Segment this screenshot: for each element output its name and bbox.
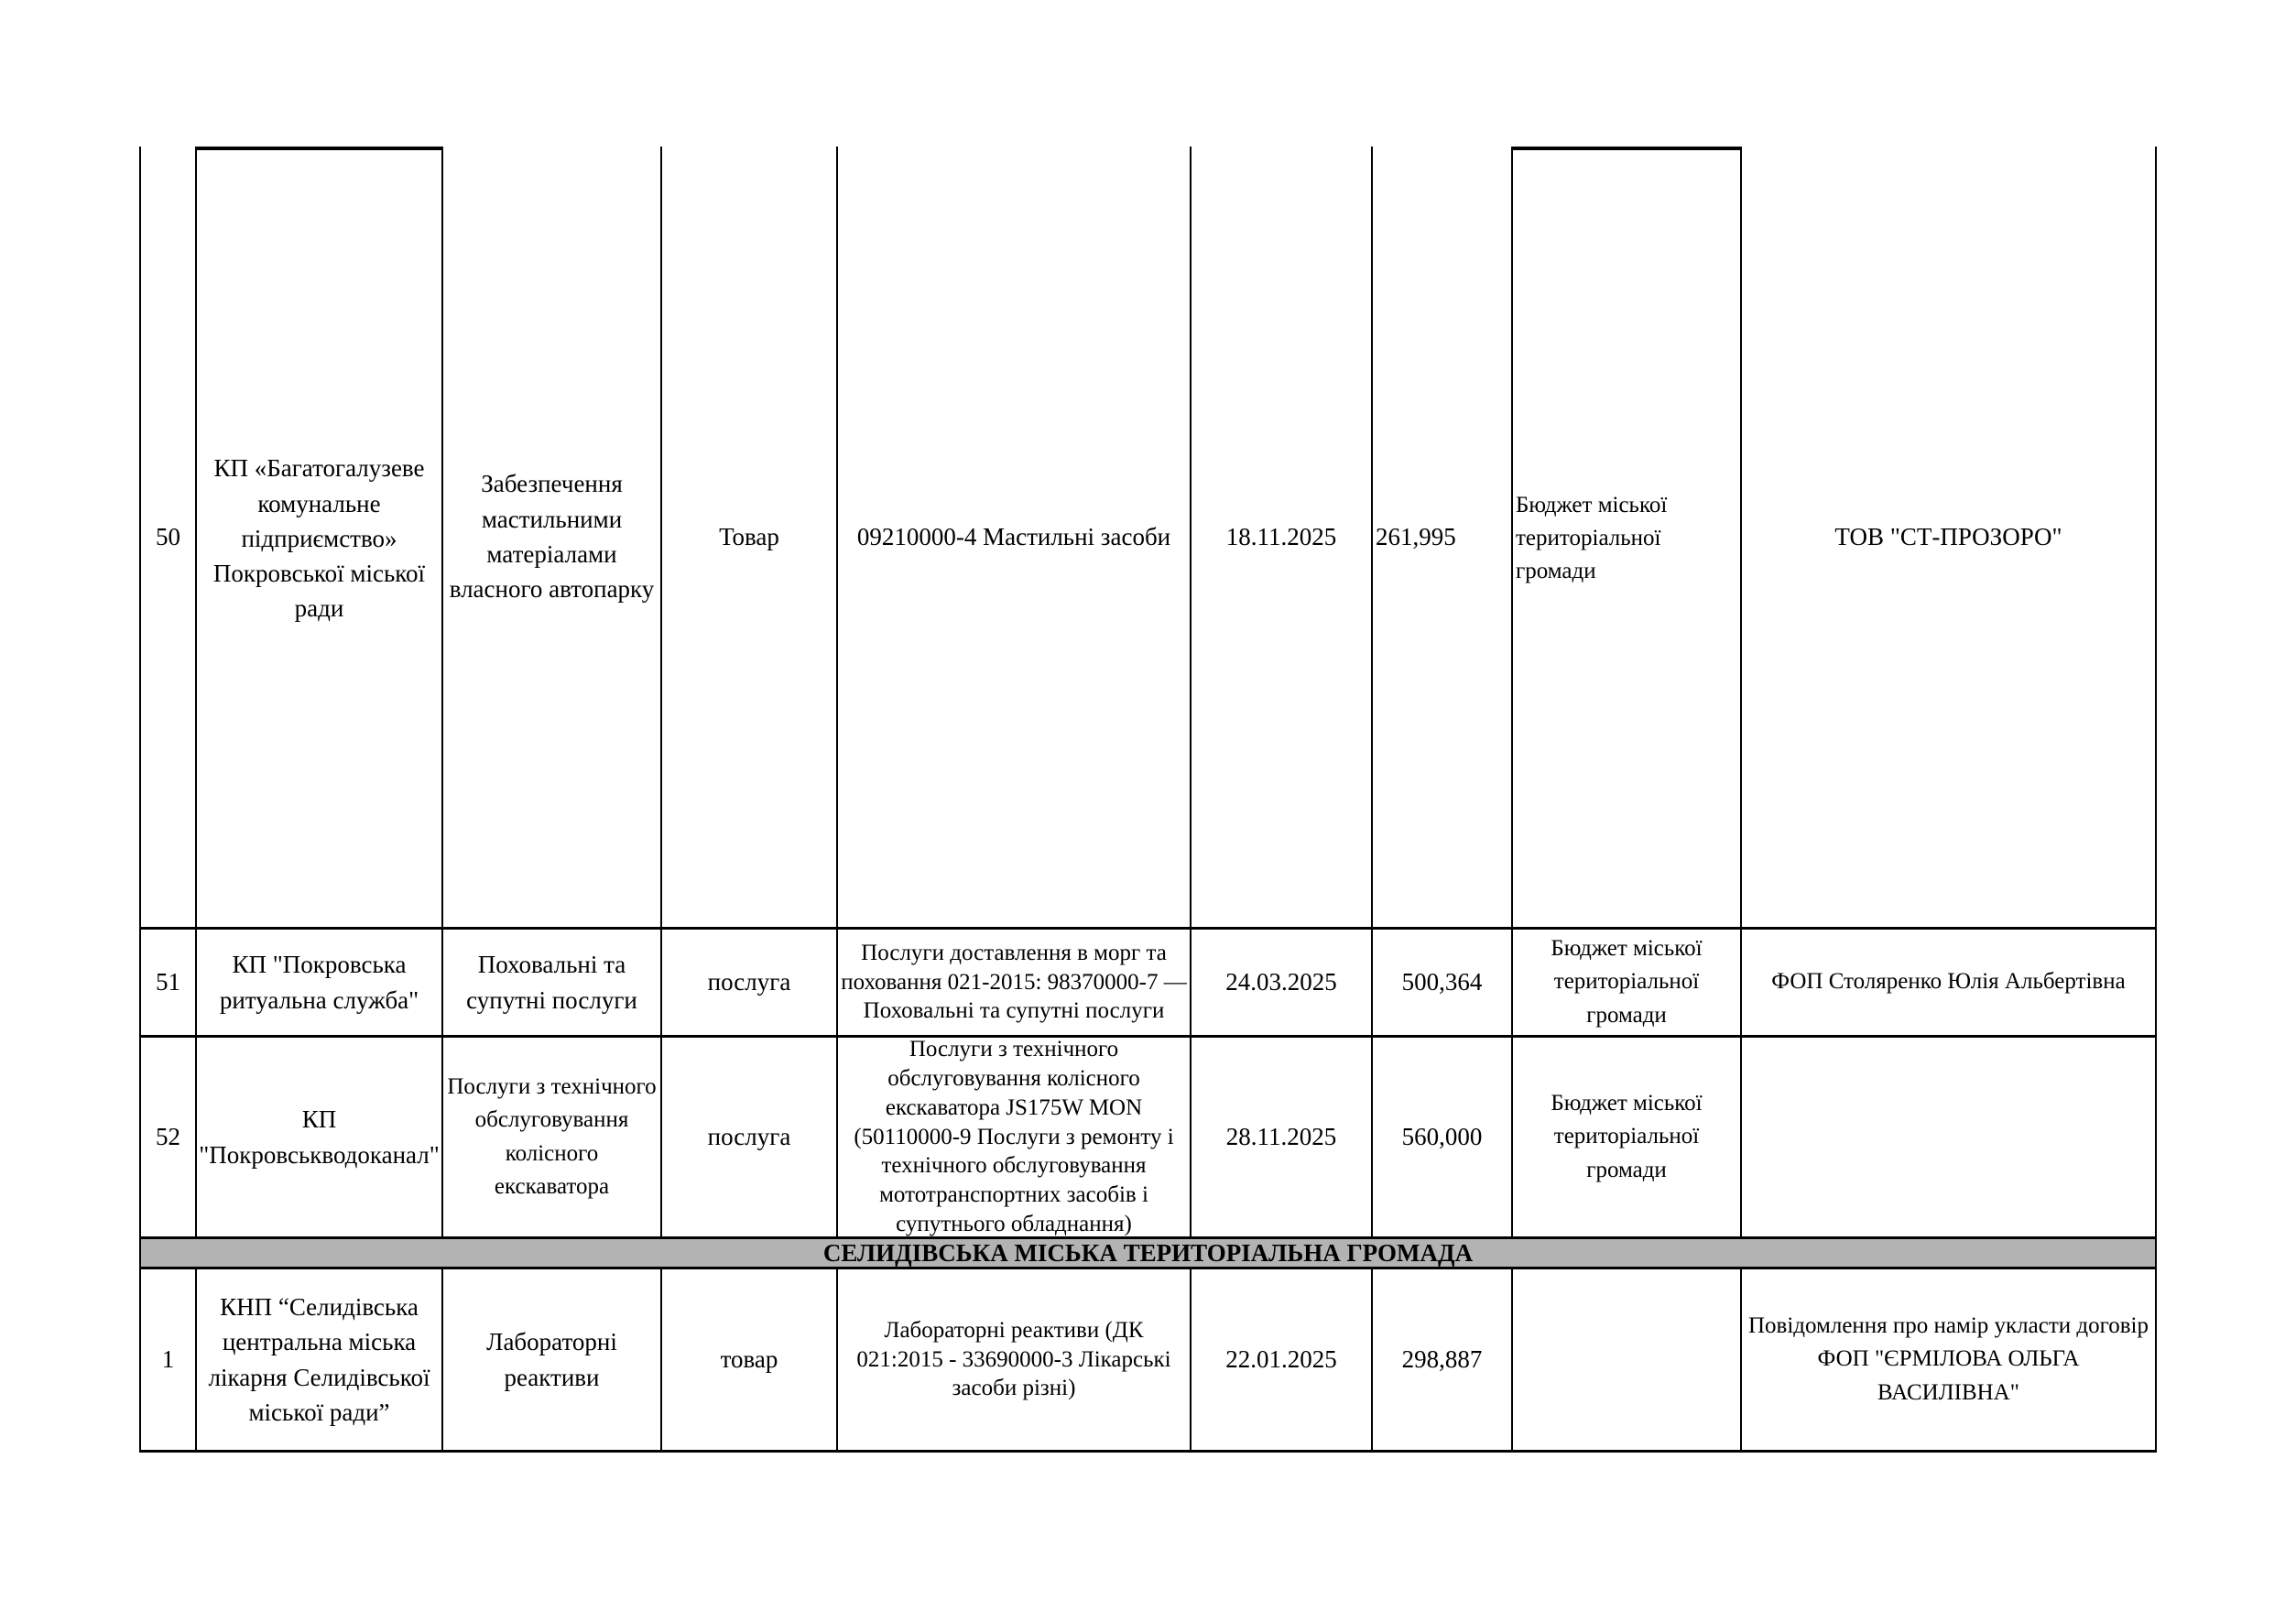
cell-row51-budget: Бюджет міської територіальної громади	[1513, 930, 1742, 1038]
cell-row1-supplier: Повідомлення про намір укласти договір ФОП "ЄРМІЛОВА ОЛЬГА ВАСИЛІВНА"	[1742, 1269, 2157, 1453]
cell-row52-date: 28.11.2025	[1192, 1038, 1373, 1239]
cell-row1-type: товар	[662, 1269, 838, 1453]
cell-row1-item: Лабораторні реактиви (ДК 021:2015 - 33690000-3 Лікарські засоби різні)	[838, 1269, 1192, 1453]
cell-row52-type: послуга	[662, 1038, 838, 1239]
cell-row51-organization: КП "Покровська ритуальна служба"	[197, 930, 443, 1038]
cell-row51-number: 51	[139, 930, 197, 1038]
cell-row52-number: 52	[139, 1038, 197, 1239]
cell-row51-supplier: ФОП Столяренко Юлія Альбертівна	[1742, 930, 2157, 1038]
cell-row52-budget: Бюджет міської територіальної громади	[1513, 1038, 1742, 1239]
cell-row50-item: 09210000-4 Мастильні засоби	[838, 147, 1192, 930]
cell-row51-subject: Поховальні та супутні послуги	[443, 930, 662, 1038]
cell-row50-number: 50	[139, 147, 197, 930]
section-header-selydivska-hromada: СЕЛИДІВСЬКА МІСЬКА ТЕРИТОРІАЛЬНА ГРОМАДА	[139, 1239, 2157, 1269]
cell-row51-date: 24.03.2025	[1192, 930, 1373, 1038]
cell-row51-amount: 500,364	[1373, 930, 1513, 1038]
cell-row50-type: Товар	[662, 147, 838, 930]
cell-row50-supplier: ТОВ "СТ-ПРОЗОРО"	[1742, 147, 2157, 930]
cell-row50-organization: КП «Багатогалузеве комунальне підприємство» Покровської міської ради	[197, 147, 443, 930]
cell-row1-number: 1	[139, 1269, 197, 1453]
cell-row52-subject: Послуги з технічного обслуговування колісного екскаватора	[443, 1038, 662, 1239]
cell-row50-subject: Забезпечення мастильними матеріалами власного автопарку	[443, 147, 662, 930]
procurement-table	[139, 147, 2157, 1453]
cell-row51-type: послуга	[662, 930, 838, 1038]
cell-row50-date: 18.11.2025	[1192, 147, 1373, 930]
cell-row1-date: 22.01.2025	[1192, 1269, 1373, 1453]
cell-row52-supplier	[1742, 1038, 2157, 1239]
cell-row50-amount: 261,995	[1373, 147, 1513, 930]
cell-row52-item: Послуги з технічного обслуговування колісного екскаватора JS175W MON (50110000-9 Послуги з ремонту і технічного обслуговування мототранспортних засобів і супутнього обладнання)	[838, 1038, 1192, 1239]
cell-row50-budget: Бюджет міської територіальної громади	[1513, 147, 1742, 930]
cell-row1-budget	[1513, 1269, 1742, 1453]
cell-row1-organization: КНП “Селидівська центральна міська лікарня Селидівської міської ради”	[197, 1269, 443, 1453]
cell-row51-item: Послуги доставлення в морг та поховання 021-2015: 98370000-7 — Поховальні та супутні послуги	[838, 930, 1192, 1038]
cell-row52-organization: КП "Покровськводоканал"	[197, 1038, 443, 1239]
cell-row1-amount: 298,887	[1373, 1269, 1513, 1453]
cell-row1-subject: Лабораторні реактиви	[443, 1269, 662, 1453]
cell-row52-amount: 560,000	[1373, 1038, 1513, 1239]
